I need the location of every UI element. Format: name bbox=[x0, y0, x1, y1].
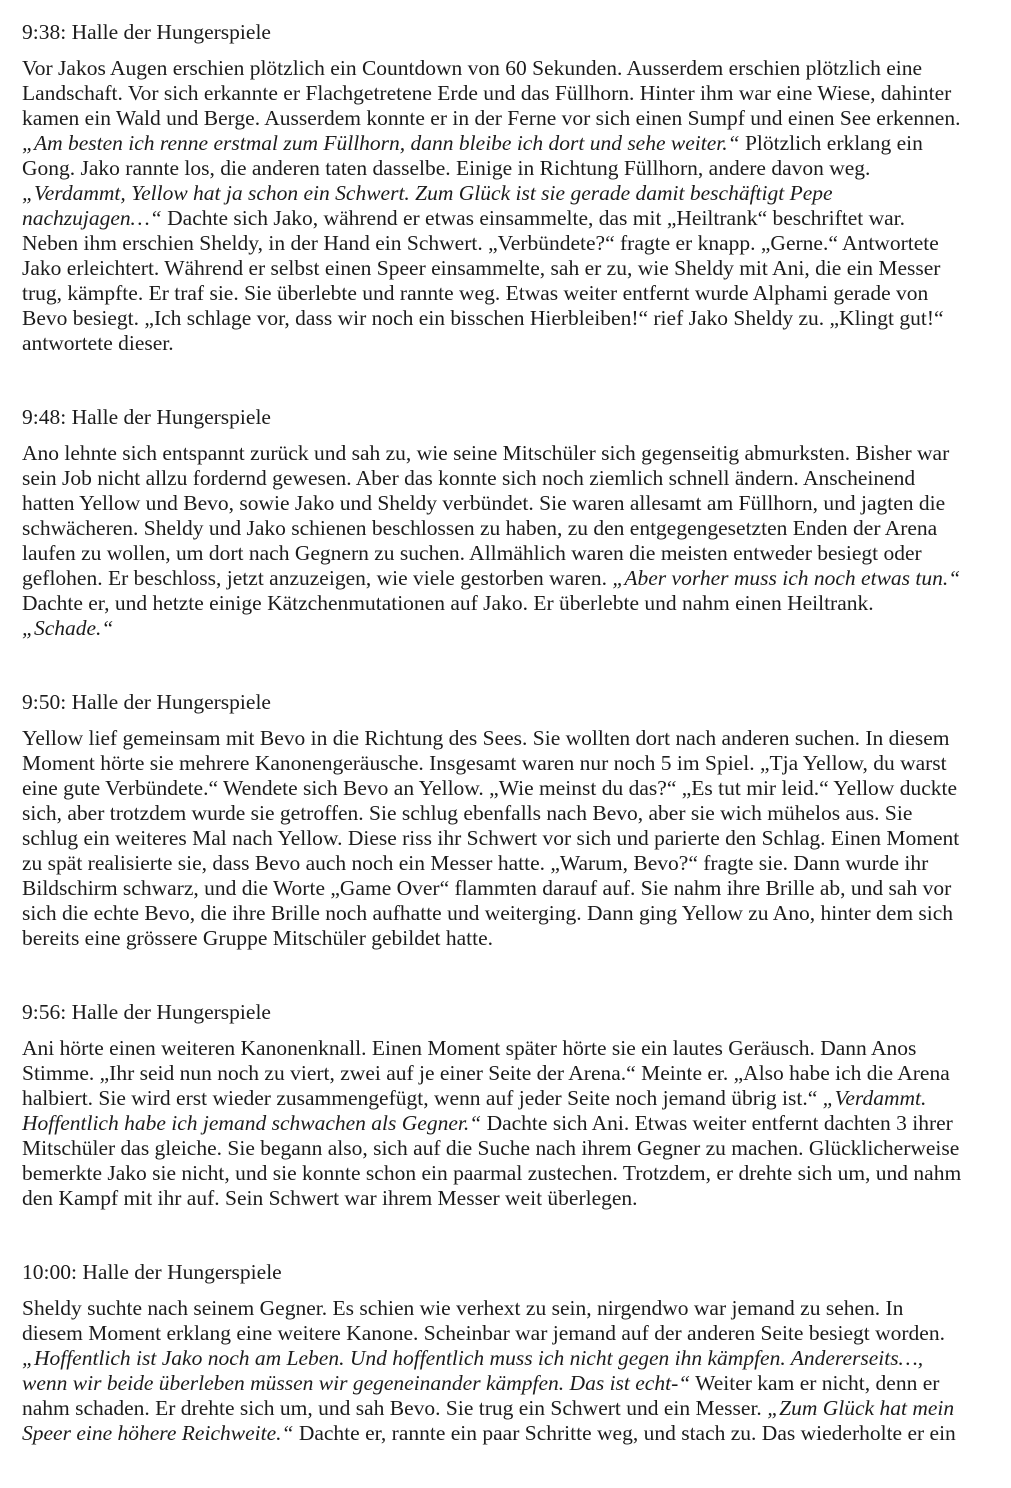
text-line bbox=[22, 901, 1011, 926]
thought-text: „Zum Glück hat mein bbox=[767, 1396, 955, 1420]
text-line bbox=[22, 1186, 1011, 1211]
text-line bbox=[22, 1036, 1011, 1061]
text-line bbox=[22, 231, 1011, 256]
narration-text: bemerkte Jako sie nicht, und sie konnte schon ein paarmal zustechen. Trotzdem, er drehte sich um, und nahm bbox=[22, 1161, 962, 1185]
narration-text: Dachte er, und hetzte einige Kätzchenmutationen auf Jako. Er überlebte und nahm einen Heiltrank. bbox=[22, 591, 874, 615]
narration-text: Stimme. „Ihr seid nun noch zu viert, zwei auf je einer Seite der Arena.“ Meinte er. „Also habe ich die Arena bbox=[22, 1061, 950, 1085]
text-line bbox=[22, 1086, 1011, 1111]
text-line bbox=[22, 926, 1011, 951]
text-line bbox=[22, 541, 1011, 566]
thought-text: wenn wir beide überleben müssen wir gegeneinander kämpfen. Das ist echt-“ bbox=[22, 1371, 691, 1395]
entry-heading: 9:38: Halle der Hungerspiele bbox=[22, 20, 271, 44]
narration-text: schwächeren. Sheldy und Jako schienen beschlossen zu haben, zu den entgegengesetzten Enden der Arena bbox=[22, 516, 938, 540]
narration-text: trug, kämpfte. Er traf sie. Sie überlebte und rannte weg. Etwas weiter entfernt wurde Alphami gerade von bbox=[22, 281, 929, 305]
entry-heading: 9:48: Halle der Hungerspiele bbox=[22, 405, 271, 429]
entry-section bbox=[22, 690, 1011, 951]
text-line bbox=[22, 1371, 1011, 1396]
narration-text: Weiter kam er nicht, denn er bbox=[690, 1371, 940, 1395]
narration-text: zu spät realisierte sie, dass Bevo auch noch ein Messer hatte. „Warum, Bevo?“ fragte sie. Dann wurde ihr bbox=[22, 851, 929, 875]
narration-text: Mitschüler das gleiche. Sie begann also, sich auf die Suche nach ihrem Gegner zu machen. Glücklicherweise bbox=[22, 1136, 960, 1160]
narration-text: laufen zu wollen, um dort nach Gegnern zu suchen. Allmählich waren die meisten entweder besiegt oder bbox=[22, 541, 922, 565]
narration-text: Dachte sich Jako, während er etwas einsammelte, das mit „Heiltrank“ beschriftet war. bbox=[161, 206, 906, 230]
text-line bbox=[22, 106, 1011, 131]
entry-section bbox=[22, 1260, 1011, 1446]
entry-section bbox=[22, 20, 1011, 356]
narration-text: Bevo besiegt. „Ich schlage vor, dass wir noch ein bisschen Hierbleiben!“ rief Jako Sheldy zu. „Klingt gut!“ bbox=[22, 306, 944, 330]
text-line bbox=[22, 81, 1011, 106]
narration-text: diesem Moment erklang eine weitere Kanone. Scheinbar war jemand auf der anderen Seite besiegt worden. bbox=[22, 1321, 945, 1345]
entry-paragraph bbox=[22, 1036, 1011, 1211]
text-line bbox=[22, 1396, 1011, 1421]
narration-text: nahm schaden. Er drehte sich um, und sah Bevo. Sie trug ein Schwert und ein Messer. bbox=[22, 1396, 768, 1420]
thought-text: Hoffentlich habe ich jemand schwachen als Gegner.“ bbox=[22, 1111, 482, 1135]
narration-text: Moment hörte sie mehrere Kanonengeräusche. Insgesamt waren nur noch 5 im Spiel. „Tja Yellow, du warst bbox=[22, 751, 947, 775]
thought-text: „Verdammt. bbox=[822, 1086, 927, 1110]
narration-text: eine gute Verbündete.“ Wendete sich Bevo an Yellow. „Wie meinst du das?“ „Es tut mir leid.“ Yellow duckte bbox=[22, 776, 958, 800]
narration-text: sich, aber trotzdem wurde sie getroffen. Sie schlug ebenfalls nach Bevo, aber sie wich mühelos aus. Sie bbox=[22, 801, 913, 825]
thought-text: „Hoffentlich ist Jako noch am Leben. Und hoffentlich muss ich nicht gegen ihn kämpfen. Andererseits…, bbox=[22, 1346, 924, 1370]
thought-text: Speer eine höhere Reichweite.“ bbox=[22, 1421, 294, 1445]
entry-paragraph bbox=[22, 726, 1011, 951]
thought-text: „Aber vorher muss ich noch etwas tun.“ bbox=[612, 566, 961, 590]
text-line bbox=[22, 851, 1011, 876]
text-line bbox=[22, 1111, 1011, 1136]
narration-text: Ano lehnte sich entspannt zurück und sah zu, wie seine Mitschüler sich gegenseitig abmurksten. Bisher war bbox=[22, 441, 950, 465]
narration-text: Neben ihm erschien Sheldy, in der Hand ein Schwert. „Verbündete?“ fragte er knapp. „Gerne.“ Antwortete bbox=[22, 231, 939, 255]
text-line bbox=[22, 726, 1011, 751]
text-line bbox=[22, 466, 1011, 491]
text-line bbox=[22, 776, 1011, 801]
thought-text: „Verdammt, Yellow hat ja schon ein Schwert. Zum Glück ist sie gerade damit beschäftigt Pepe bbox=[22, 181, 833, 205]
text-line bbox=[22, 441, 1011, 466]
text-line bbox=[22, 591, 1011, 616]
thought-text: nachzujagen…“ bbox=[22, 206, 162, 230]
narration-text: Gong. Jako rannte los, die anderen taten dasselbe. Einige in Richtung Füllhorn, andere davon weg. bbox=[22, 156, 871, 180]
text-line bbox=[22, 156, 1011, 181]
text-line bbox=[22, 181, 1011, 206]
narration-text: Dachte sich Ani. Etwas weiter entfernt dachten 3 ihrer bbox=[481, 1111, 953, 1135]
narration-text: Dachte er, rannte ein paar Schritte weg, und stach zu. Das wiederholte er ein bbox=[293, 1421, 956, 1445]
text-line bbox=[22, 206, 1011, 231]
thought-text: „Am besten ich renne erstmal zum Füllhorn, dann bleibe ich dort und sehe weiter.“ bbox=[22, 131, 740, 155]
entry-section bbox=[22, 405, 1011, 641]
entry-paragraph bbox=[22, 441, 1011, 641]
text-line bbox=[22, 56, 1011, 81]
thought-text: „Schade.“ bbox=[22, 616, 114, 640]
narration-text: Vor Jakos Augen erschien plötzlich ein Countdown von 60 Sekunden. Ausserdem erschien plötzlich eine bbox=[22, 56, 923, 80]
narration-text: Landschaft. Vor sich erkannte er Flachgetretene Erde und das Füllhorn. Hinter ihm war eine Wiese, dahinter bbox=[22, 81, 952, 105]
text-line bbox=[22, 331, 1011, 356]
narration-text: sein Job nicht allzu fordernd gewesen. Aber das konnte sich noch ziemlich schnell ändern. Anscheinend bbox=[22, 466, 916, 490]
narration-text: Yellow lief gemeinsam mit Bevo in die Richtung des Sees. Sie wollten dort nach anderen suchen. In diesem bbox=[22, 726, 950, 750]
narration-text: Bildschirm schwarz, und die Worte „Game Over“ flammten darauf auf. Sie nahm ihre Brille ab, und sah vor bbox=[22, 876, 952, 900]
narration-text: Ani hörte einen weiteren Kanonenknall. Einen Moment später hörte sie ein lautes Geräusch. Dann Anos bbox=[22, 1036, 917, 1060]
text-line bbox=[22, 1296, 1011, 1321]
narration-text: antwortete dieser. bbox=[22, 331, 174, 355]
text-line bbox=[22, 801, 1011, 826]
entry-section bbox=[22, 1000, 1011, 1211]
text-line bbox=[22, 1136, 1011, 1161]
text-line bbox=[22, 131, 1011, 156]
text-line bbox=[22, 281, 1011, 306]
narration-text: schlug ein weiteres Mal nach Yellow. Diese riss ihr Schwert vor sich und parierte den Schlag. Einen Moment bbox=[22, 826, 960, 850]
text-line bbox=[22, 751, 1011, 776]
narration-text: Plötzlich erklang ein bbox=[739, 131, 923, 155]
narration-text: hatten Yellow und Bevo, sowie Jako und Sheldy verbündet. Sie waren allesamt am Füllhorn, und jagten die bbox=[22, 491, 946, 515]
text-line bbox=[22, 616, 1011, 641]
entry-heading: 9:56: Halle der Hungerspiele bbox=[22, 1000, 271, 1024]
narration-text: Jako erleichtert. Während er selbst einen Speer einsammelte, sah er zu, wie Sheldy mit Ani, die ein Messer bbox=[22, 256, 941, 280]
narration-text: den Kampf mit ihr auf. Sein Schwert war ihrem Messer weit überlegen. bbox=[22, 1186, 638, 1210]
entry-paragraph bbox=[22, 56, 1011, 356]
text-line bbox=[22, 491, 1011, 516]
text-line bbox=[22, 1346, 1011, 1371]
text-line bbox=[22, 566, 1011, 591]
text-line bbox=[22, 516, 1011, 541]
narration-text: halbiert. Sie wird erst wieder zusammengefügt, wenn auf jeder Seite noch jemand übrig ist.“ bbox=[22, 1086, 823, 1110]
text-line bbox=[22, 1321, 1011, 1346]
narration-text: kamen ein Wald und Berge. Ausserdem konnte er in der Ferne vor sich einen Sumpf und einen See erkennen. bbox=[22, 106, 961, 130]
narration-text: sich die echte Bevo, die ihre Brille noch aufhatte und weiterging. Dann ging Yellow zu Ano, hinter dem sich bbox=[22, 901, 954, 925]
text-line bbox=[22, 876, 1011, 901]
text-line bbox=[22, 306, 1011, 331]
text-line bbox=[22, 1421, 1011, 1446]
entry-heading: 9:50: Halle der Hungerspiele bbox=[22, 690, 271, 714]
text-line bbox=[22, 1061, 1011, 1086]
text-line bbox=[22, 256, 1011, 281]
text-line bbox=[22, 1161, 1011, 1186]
narration-text: geflohen. Er beschloss, jetzt anzuzeigen, wie viele gestorben waren. bbox=[22, 566, 613, 590]
text-line bbox=[22, 826, 1011, 851]
narration-text: bereits eine grössere Gruppe Mitschüler gebildet hatte. bbox=[22, 926, 494, 950]
entry-heading: 10:00: Halle der Hungerspiele bbox=[22, 1260, 282, 1284]
narration-text: Sheldy suchte nach seinem Gegner. Es schien wie verhext zu sein, nirgendwo war jemand zu sehen. In bbox=[22, 1296, 904, 1320]
entry-paragraph bbox=[22, 1296, 1011, 1446]
